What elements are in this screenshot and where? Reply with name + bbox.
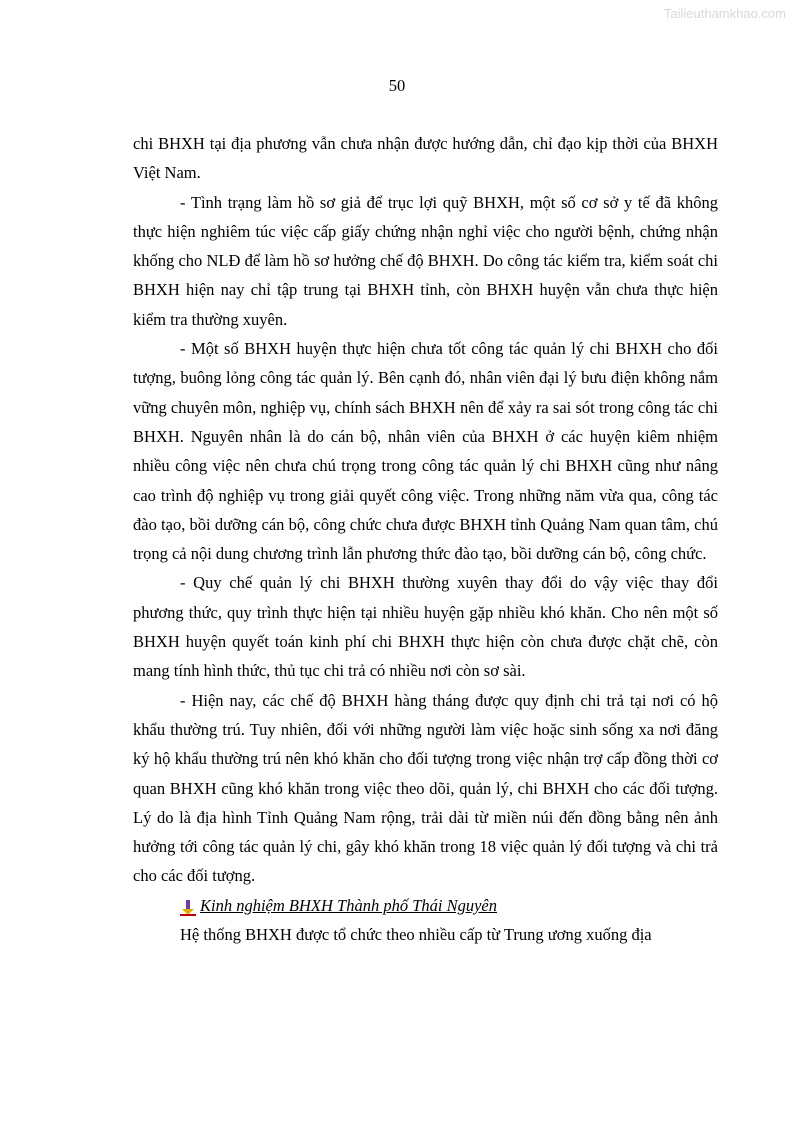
paragraph-system-organization: Hệ thống BHXH được tổ chức theo nhiều cấp từ Trung ương xuống địa: [180, 925, 652, 945]
paragraph-district-management: - Một số BHXH huyện thực hiện chưa tốt công tác quản lý chi BHXH cho đối tượng, buông lỏng công tác quản lý. Bên cạnh đó, nhân viên đại lý bưu điện không nắm vững chuyên môn, nghiệp vụ, chính sách BHXH nên để xảy ra sai sót trong công tác chi BHXH. Nguyên nhân là do cán bộ, nhân viên của BHXH ở các huyện kiêm nhiệm nhiều công việc nên chưa chú trọng trong công tác quản lý chi BHXH cũng như nâng cao trình độ nghiệp vụ trong giải quyết công việc. Trong những năm vừa qua, công tác đào tạo, bồi dưỡng cán bộ, công chức chưa được BHXH tỉnh Quảng Nam quan tâm, chú trọng cả nội dung chương trình lẫn phương thức đào tạo, bồi dưỡng cán bộ, công chức.: [133, 339, 718, 564]
bullet-arrow-icon: [180, 896, 196, 912]
section-heading-text: Kinh nghiệm BHXH Thành phố Thái Nguyên: [200, 895, 497, 915]
paragraph-continuation: chi BHXH tại địa phương vẫn chưa nhận được hướng dẫn, chỉ đạo kịp thời của BHXH Việt Nam.: [133, 134, 718, 183]
section-heading: [133, 891, 718, 920]
page-number: 50: [388, 76, 406, 95]
watermark: Tailieuthamkhao.com: [663, 6, 786, 21]
paragraph-monthly-benefits: - Hiện nay, các chế độ BHXH hàng tháng được quy định chi trả tại nơi có hộ khẩu thường trú. Tuy nhiên, đối với những người làm việc hoặc sinh sống xa nơi đăng ký hộ khẩu thường trú nên khó khăn cho đối tượng trong việc nhận trợ cấp đồng thời cơ quan BHXH cũng khó khăn trong việc theo dõi, quản lý, chi BHXH cho các đối tượng. Lý do là địa hình Tỉnh Quảng Nam rộng, trải dài từ miền núi đến đồng bằng nên ảnh hưởng tới công tác quản lý chi, gây khó khăn trong 18 việc quản lý đối tượng và chi trả cho các đối tượng.: [133, 690, 718, 886]
document-body: [133, 129, 718, 949]
paragraph-fraudulent-records: - Tình trạng làm hồ sơ giả để trục lợi quỹ BHXH, một số cơ sở y tế đã không thực hiện nghiêm túc việc cấp giấy chứng nhận nghỉ việc cho người bệnh, chứng nhận khống cho NLĐ để làm hồ sơ hưởng chế độ BHXH. Do công tác kiểm tra, kiểm soát chi BHXH hiện nay chỉ tập trung tại BHXH tỉnh, còn BHXH huyện vẫn chưa thực hiện kiểm tra thường xuyên.: [133, 192, 718, 329]
paragraph-regulation-changes: - Quy chế quản lý chi BHXH thường xuyên thay đổi do vậy việc thay đổi phương thức, quy trình thực hiện tại nhiều huyện gặp nhiều khó khăn. Cho nên một số BHXH huyện quyết toán kinh phí chi BHXH thực hiện còn chưa được chặt chẽ, còn mang tính hình thức, thủ tục chi trả có nhiều nơi còn sơ sài.: [133, 573, 718, 681]
